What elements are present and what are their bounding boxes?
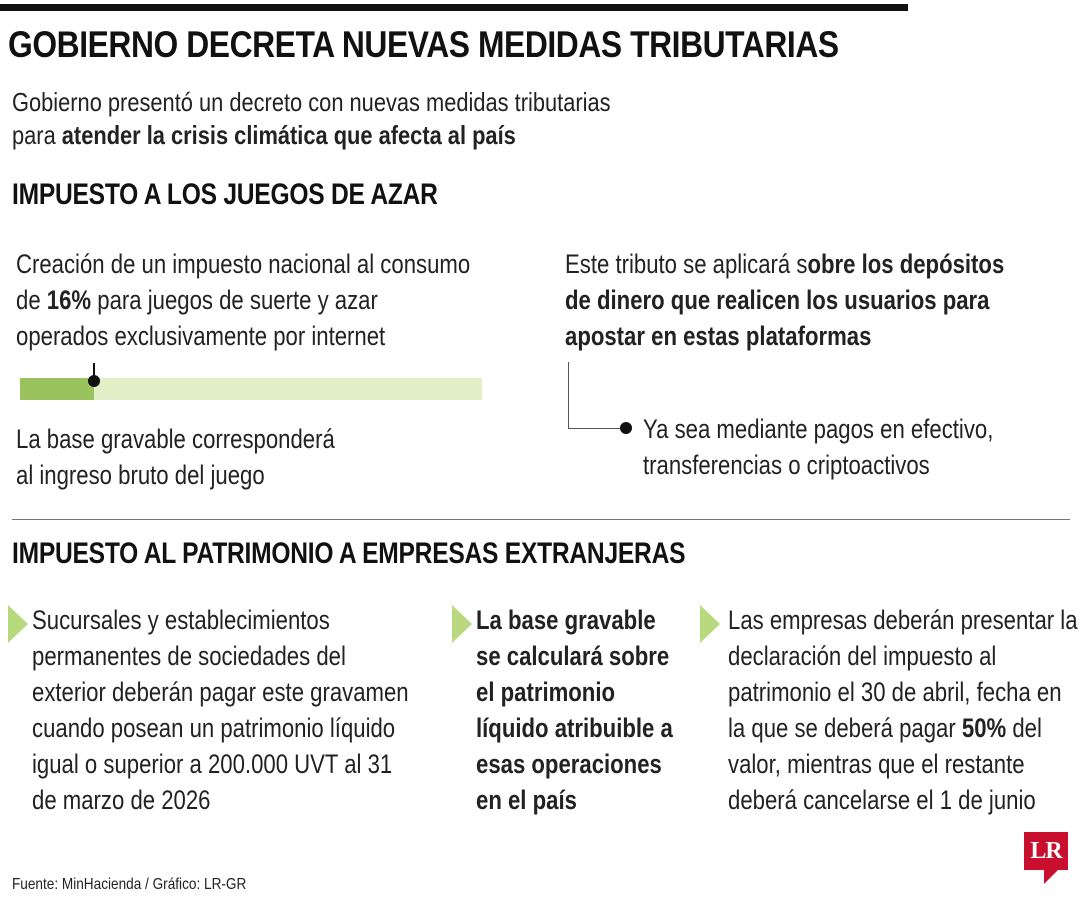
rate-bar-marker-dot	[88, 375, 100, 387]
juegos-left-line-3: operados exclusivamente por internet	[16, 321, 386, 351]
section-title-juegos-azar: IMPUESTO A LOS JUEGOS DE AZAR	[12, 178, 438, 211]
patrimonio-col-2-line: esas operaciones	[476, 749, 662, 779]
patrimonio-col-3-line-4-pre: la que se deberá pagar	[728, 713, 962, 743]
patrimonio-col-2	[476, 602, 673, 818]
patrimonio-col-3-line: patrimonio el 30 de abril, fecha en	[728, 677, 1062, 707]
intro-line-1: Gobierno presentó un decreto con nuevas medidas tributarias	[12, 87, 611, 117]
patrimonio-col-3-line: deberá cancelarse el 1 de junio	[728, 785, 1036, 815]
juegos-left-note	[16, 421, 335, 493]
patrimonio-col-1-line: de marzo de 2026	[32, 785, 211, 815]
top-rule	[0, 4, 908, 11]
intro-line-2-normal: para	[12, 120, 62, 150]
patrimonio-col-1-line: exterior deberán pagar este gravamen	[32, 677, 409, 707]
connector-horizontal	[568, 428, 626, 429]
patrimonio-col-1-line: igual o superior a 200.000 UVT al 31	[32, 749, 393, 779]
arrow-bullet-icon	[8, 605, 28, 643]
juegos-right-line-1-bold: obre los depósitos	[807, 249, 1005, 279]
juegos-right-note	[643, 411, 993, 483]
arrow-bullet-icon	[452, 605, 472, 643]
intro-line-2	[12, 119, 611, 152]
patrimonio-col-3-line: valor, mientras que el restante	[728, 749, 1025, 779]
patrimonio-col-2-line: se calculará sobre	[476, 641, 670, 671]
juegos-right-line-3: apostar en estas plataformas	[565, 321, 872, 351]
patrimonio-col-3	[728, 602, 1078, 818]
patrimonio-col-1-line: cuando posean un patrimonio líquido	[32, 713, 396, 743]
lr-logo: LR	[1024, 832, 1068, 870]
connector-vertical	[568, 362, 569, 428]
connector-dot	[620, 422, 632, 434]
section-divider	[12, 519, 1070, 520]
juegos-left-text	[16, 246, 470, 354]
tax-rate-value: 16%	[46, 285, 92, 315]
patrimonio-col-3-line: declaración del impuesto al	[728, 641, 997, 671]
juegos-right-line-1	[565, 246, 1004, 282]
juegos-left-note-line-2: al ingreso bruto del juego	[16, 460, 265, 490]
patrimonio-col-1-line: Sucursales y establecimientos	[32, 605, 330, 635]
patrimonio-col-2-line: La base gravable	[476, 605, 656, 635]
payment-percent-value: 50%	[961, 713, 1007, 743]
juegos-right-note-line-2: transferencias o criptoactivos	[643, 450, 930, 480]
patrimonio-col-2-line: líquido atribuible a	[476, 713, 673, 743]
intro-text	[12, 86, 611, 152]
juegos-left-line-2-pre: de	[16, 285, 47, 315]
rate-bar-fill	[20, 378, 94, 400]
juegos-right-line-1-normal: Este tributo se aplicará s	[565, 249, 808, 279]
section-title-patrimonio: IMPUESTO AL PATRIMONIO A EMPRESAS EXTRANJERAS	[12, 537, 686, 570]
page-title: GOBIERNO DECRETA NUEVAS MEDIDAS TRIBUTARIAS	[8, 24, 839, 65]
patrimonio-col-3-line-4-post: del	[1006, 713, 1042, 743]
patrimonio-col-3-line	[728, 710, 1078, 746]
juegos-right-text	[565, 246, 1004, 354]
intro-line-2-bold: atender la crisis climática que afecta al país	[61, 120, 516, 150]
juegos-right-note-line-1: Ya sea mediante pagos en efectivo,	[643, 414, 994, 444]
patrimonio-col-2-line: en el país	[476, 785, 577, 815]
juegos-left-line-2	[16, 282, 470, 318]
source-credit: Fuente: MinHacienda / Gráfico: LR-GR	[12, 876, 247, 893]
patrimonio-col-3-line: Las empresas deberán presentar la	[728, 605, 1078, 635]
juegos-left-line-1: Creación de un impuesto nacional al consumo	[16, 249, 471, 279]
arrow-bullet-icon	[700, 605, 720, 643]
juegos-right-line-2: de dinero que realicen los usuarios para	[565, 285, 990, 315]
patrimonio-col-1	[32, 602, 409, 818]
juegos-left-note-line-1: La base gravable corresponderá	[16, 424, 335, 454]
patrimonio-col-1-line: permanentes de sociedades del	[32, 641, 346, 671]
lr-logo-tail	[1044, 870, 1058, 884]
juegos-left-line-2-post: para juegos de suerte y azar	[91, 285, 378, 315]
patrimonio-col-2-line: el patrimonio	[476, 677, 616, 707]
